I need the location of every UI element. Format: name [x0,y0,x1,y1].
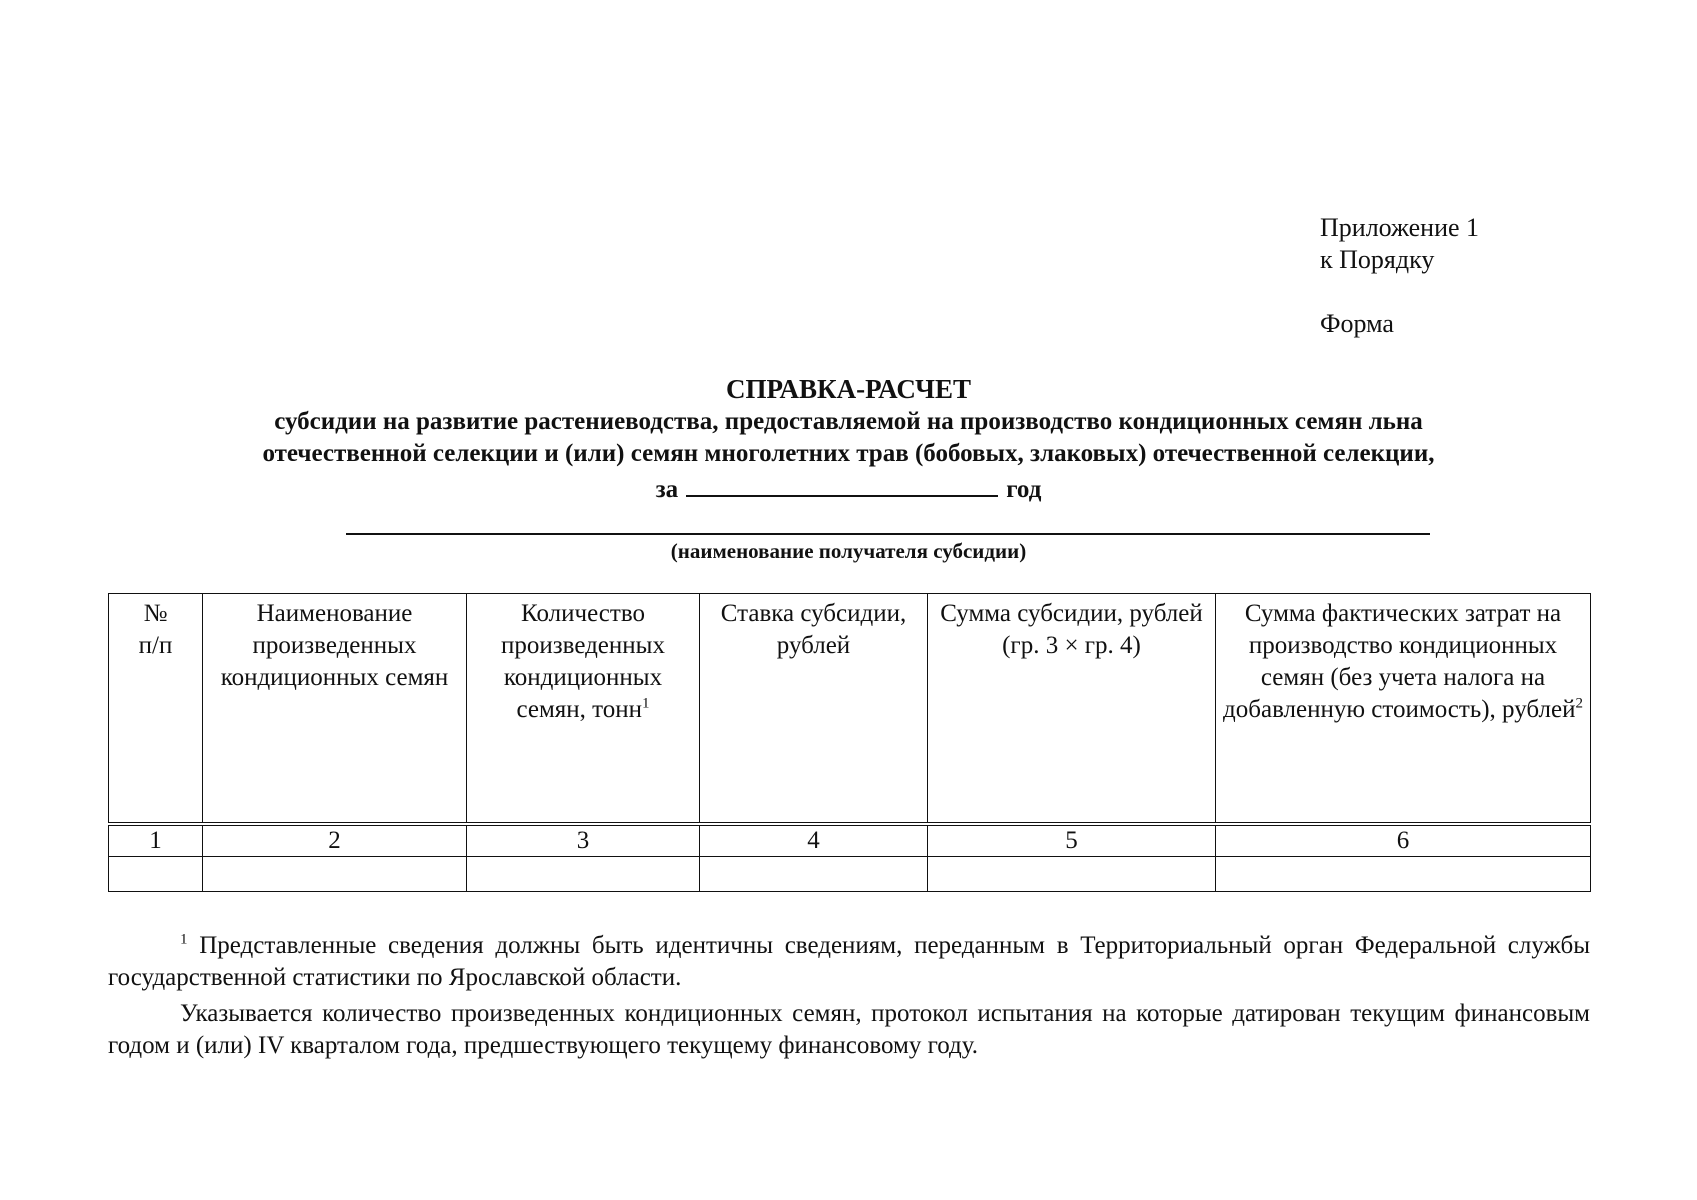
empty-cell-rate[interactable] [700,857,928,892]
subtitle-line-1: субсидии на развитие растениеводства, предоставляемой на производство кондиционных семян льна [274,408,1423,435]
header-subsidy-formula: (гр. 3 × гр. 4) [1002,632,1141,659]
empty-cell-actual-costs[interactable] [1216,857,1591,892]
header-cell-actual-costs [1216,594,1591,825]
header-costs-text: Сумма фактических затрат на производство кондиционных семян (без учета налога на добавленную стоимость), рублей [1223,600,1576,723]
empty-cell-name[interactable] [203,857,467,892]
column-number: 5 [928,824,1216,857]
document-title: СПРАВКА-РАСЧЕТ [726,374,971,404]
header-cell-rate [700,594,928,825]
footnote-1-marker: 1 [180,931,188,948]
subtitle-line-2: отечественной селекции и (или) семян многолетних трав (бобовых, злаковых) отечественной селекции, [262,440,1435,467]
footnote-1 [108,930,1590,994]
year-suffix: год [1006,476,1042,503]
header-cell-subsidy-sum [928,594,1216,825]
recipient-blank-line[interactable] [346,533,1430,535]
header-cell-quantity [467,594,700,825]
column-number: 6 [1216,824,1591,857]
column-number: 1 [109,824,203,857]
footnote-ref-2: 2 [1575,695,1583,712]
column-number: 2 [203,824,467,857]
appendix-header [1320,212,1479,276]
form-label: Форма [1320,309,1394,338]
year-blank-field[interactable] [686,471,998,497]
header-subsidy-text: Сумма субсидии, рублей [940,600,1203,627]
recipient-caption: (наименование получателя субсидии) [670,539,1027,563]
header-rate-text: Ставка субсидии, рублей [720,600,907,659]
column-number-row [109,824,1591,857]
appendix-line-2: к Порядку [1320,245,1435,274]
footnote-ref-1: 1 [642,695,650,712]
column-number: 3 [467,824,700,857]
appendix-line-1: Приложение 1 [1320,213,1480,242]
document-subtitle [0,406,1697,470]
footnotes [108,930,1590,1066]
empty-cell-quantity[interactable] [467,857,700,892]
table-row [109,857,1591,892]
header-number-symbol: № [143,600,168,627]
header-cell-number [109,594,203,825]
year-line [0,471,1697,506]
header-quantity-text: Количество произведенных кондиционных семян, тонн [501,600,665,723]
calculation-table [108,593,1591,892]
footnote-1-text: Представленные сведения должны быть идентичны сведениям, переданным в Территориальный орган Федеральной службы государственной статистики по Ярославской области. [108,932,1591,991]
empty-cell-subsidy-sum[interactable] [928,857,1216,892]
column-number: 4 [700,824,928,857]
header-cell-name [203,594,467,825]
empty-cell-number[interactable] [109,857,203,892]
table-header-row [109,594,1591,825]
header-name-text: Наименование произведенных кондиционных семян [220,600,449,691]
year-prefix: за [655,476,679,503]
footnote-1-continuation: Указывается количество произведенных кондиционных семян, протокол испытания на которые датирован текущим финансовым годом и (или) IV кварталом года, предшествующего текущему финансовому году. [108,1000,1590,1059]
header-number-abbr: п/п [138,632,173,659]
